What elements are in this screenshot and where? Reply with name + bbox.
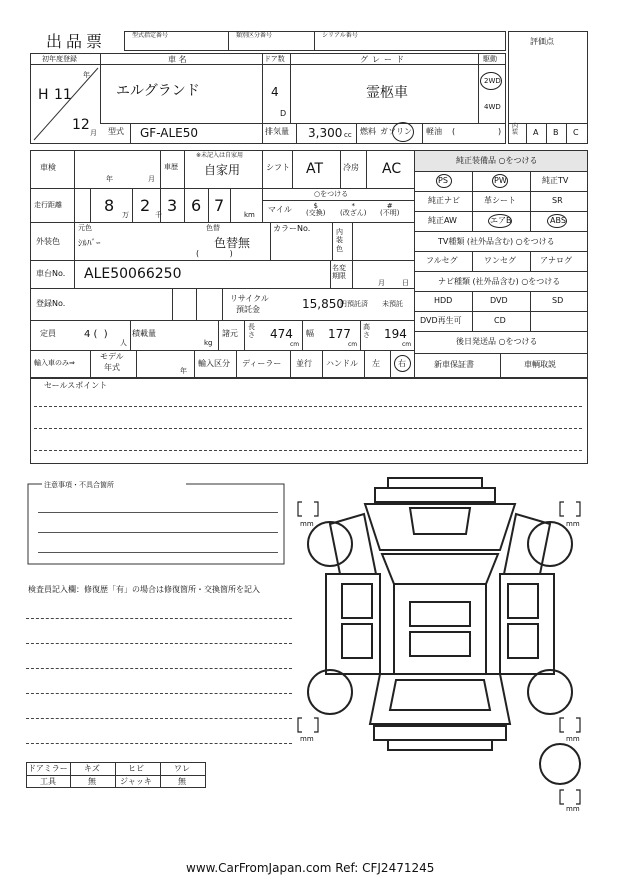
car-diagram: [290, 474, 590, 814]
mileage-opt-exchange: $ (交換): [306, 202, 326, 217]
equip-leather: 革シート: [484, 196, 516, 205]
history-label: 車歴: [164, 163, 178, 171]
frame-label: 車台No.: [36, 269, 66, 278]
navi-sd: SD: [552, 296, 564, 305]
mileage-digit-5: 7: [214, 196, 225, 215]
load-label: 積載量: [132, 329, 156, 338]
navi-dvd-play: DVD再生可: [420, 316, 462, 325]
navi-cd: CD: [494, 316, 506, 325]
first-reg-year: 11: [54, 87, 72, 103]
grade-value: 霊柩車: [366, 85, 408, 101]
shift-value: AT: [306, 161, 324, 177]
drive-4wd: 4WD: [484, 103, 501, 111]
sales-point-box: [30, 378, 588, 464]
legend-head-3: ヒビ: [128, 764, 144, 773]
footer-watermark: www.CarFromJapan.com Ref: CFJ2471245: [186, 861, 435, 875]
fuel-gasoline: ガソリン: [380, 127, 412, 136]
navi-title: ナビ種類 (社外品含む) ○をつける: [438, 277, 561, 286]
reg-label: 登録No.: [36, 299, 66, 308]
navi-dvd: DVD: [490, 296, 508, 305]
handle-right: 右: [398, 359, 406, 368]
import-label: 輸入車のみ⇒: [34, 359, 75, 367]
capacity-value: 4 ( ): [84, 329, 108, 340]
car-name-label: 車 名: [168, 55, 187, 64]
mm-front-right: mm: [566, 520, 580, 528]
legend-row-4: 無: [178, 777, 186, 786]
import-class-label: 輸入区分: [198, 359, 230, 368]
mileage-digit-2: 2: [140, 196, 151, 215]
orig-color-value: ｼﾙﾊﾞｰ: [78, 239, 101, 249]
model-year-label-1: モデル: [100, 352, 124, 361]
first-reg-label: 初年度登録: [42, 55, 77, 63]
displacement-value: 3,300: [308, 126, 343, 140]
navi-hdd: HDD: [434, 296, 453, 305]
mileage-digit-1: 8: [104, 196, 115, 215]
tv-analog: アナログ: [540, 256, 572, 265]
recycle-value: 15,850: [302, 297, 344, 311]
drive-label: 駆動: [483, 55, 497, 63]
recycle-unpaid: 未預託: [382, 300, 403, 308]
dims-label: 諸元: [222, 329, 238, 338]
model-code-label: 型式指定番号: [132, 32, 169, 39]
expiry-label: 名変期限: [332, 264, 346, 281]
mm-spare: mm: [566, 805, 580, 813]
interior-grade-c: C: [573, 128, 579, 137]
inspector-label: 検査員記入欄：修復歴「有」の場合は修復箇所・交換箇所を記入: [28, 585, 260, 594]
model-label: 型式: [108, 127, 124, 136]
later-manual: 車輌取説: [524, 360, 556, 369]
fuel-label: 燃料: [360, 127, 376, 136]
displacement-label: 排気量: [265, 127, 289, 136]
form-title: 出品票: [46, 32, 107, 51]
mileage-digit-4: 6: [191, 196, 202, 215]
handle-left: 左: [372, 359, 380, 368]
recycle-label-2: 預託金: [236, 305, 260, 314]
import-parallel: 並行: [296, 359, 312, 368]
class-code-label: 類別区分番号: [236, 32, 273, 39]
grade-label: グレード: [360, 55, 408, 64]
mileage-opt-unknown: # (不明): [380, 202, 400, 217]
history-value: 自家用: [204, 163, 241, 177]
model-value: GF-ALE50: [140, 126, 199, 140]
fuel-circle: [392, 122, 414, 142]
drive-2wd: 2WD: [484, 77, 501, 85]
header-codes: [124, 31, 506, 51]
doors-value: 4: [271, 85, 279, 99]
equip-abs: ABS: [550, 216, 566, 225]
color-label: 外装色: [36, 237, 60, 246]
interior-grade-a: A: [533, 128, 539, 137]
first-reg-era: H: [38, 87, 49, 103]
equip-title: 純正装備品 ○をつける: [456, 156, 538, 165]
doors-label: ドア数: [264, 55, 285, 63]
legend-head-1: ドアミラー: [28, 764, 68, 773]
mm-rear-left: mm: [300, 735, 314, 743]
fuel-diesel: 軽油: [426, 127, 442, 136]
interior-grade-b: B: [553, 128, 559, 137]
model-year-label-2: 年式: [104, 363, 120, 372]
shift-label: シフト: [266, 163, 290, 172]
color-no-label: カラーNo.: [273, 224, 311, 233]
first-reg-month: 12: [72, 117, 90, 133]
tv-title: TV種類 (社外品含む) ○をつける: [438, 237, 555, 246]
mileage-opt-mile: マイル: [268, 205, 292, 214]
ac-label: 冷房: [343, 163, 359, 172]
mileage-digit-3: 3: [167, 196, 178, 215]
color-change-label: 色替: [206, 224, 220, 232]
equip-sr: SR: [552, 196, 563, 205]
legend-row-1: 工具: [40, 777, 56, 786]
handle-label: ハンドル: [326, 359, 358, 368]
height-value: 194: [384, 327, 407, 341]
mileage-label: 走行距離: [34, 201, 62, 209]
orig-color-label: 元色: [78, 224, 92, 232]
handle-right-circle: [394, 355, 411, 372]
equip-aw: 純正AW: [428, 216, 457, 225]
length-label: 長さ: [248, 323, 255, 339]
recycle-label-1: リサイクル: [230, 294, 269, 303]
frame-value: ALE50066250: [84, 266, 182, 282]
notes-label: 注意事項・不具合箇所: [44, 481, 114, 489]
rating-label: 評価点: [530, 37, 554, 46]
capacity-label: 定員: [40, 329, 56, 338]
equip-airbag: エアB: [490, 216, 512, 225]
ac-value: AC: [382, 161, 402, 177]
drive-2wd-circle: [480, 72, 502, 90]
car-name: エルグランド: [116, 83, 200, 99]
import-dealer: ディーラー: [242, 359, 282, 368]
equip-ps: PS: [438, 176, 448, 185]
inspection-label: 車検: [40, 163, 56, 172]
mm-rear-right: mm: [566, 735, 580, 743]
history-note: ※未記入は自家用: [196, 152, 244, 159]
legend-head-4: ワレ: [174, 764, 190, 773]
length-value: 474: [270, 327, 293, 341]
width-label: 幅: [306, 329, 314, 338]
interior-label: 内装: [512, 123, 519, 136]
equip-navi: 純正ナビ: [428, 196, 460, 205]
color-change-value: 色替無: [214, 236, 251, 250]
equip-tv: 純正TV: [542, 176, 569, 185]
width-value: 177: [328, 327, 351, 341]
mm-front-left: mm: [300, 520, 314, 528]
serial-label: シリアル番号: [322, 32, 358, 39]
later-title: 後日発送品 ○をつける: [456, 337, 538, 346]
legend-row-2: 無: [88, 777, 96, 786]
mileage-note: ○をつける: [314, 190, 349, 198]
tv-fullseg: フルセグ: [426, 256, 458, 265]
later-warranty: 新車保証書: [434, 360, 474, 369]
tv-oneseg: ワンセグ: [484, 256, 516, 265]
interior-color-label: 内装色: [336, 228, 343, 253]
equip-pw: PW: [494, 176, 507, 185]
mileage-opt-tampered: * (改ざん): [340, 202, 367, 217]
sales-point-label: セールスポイント: [44, 381, 108, 390]
notes-frame: [26, 478, 290, 568]
legend-head-2: キズ: [84, 764, 100, 773]
legend-row-3: ジャッキ: [120, 777, 152, 786]
height-label: 高さ: [363, 323, 370, 339]
